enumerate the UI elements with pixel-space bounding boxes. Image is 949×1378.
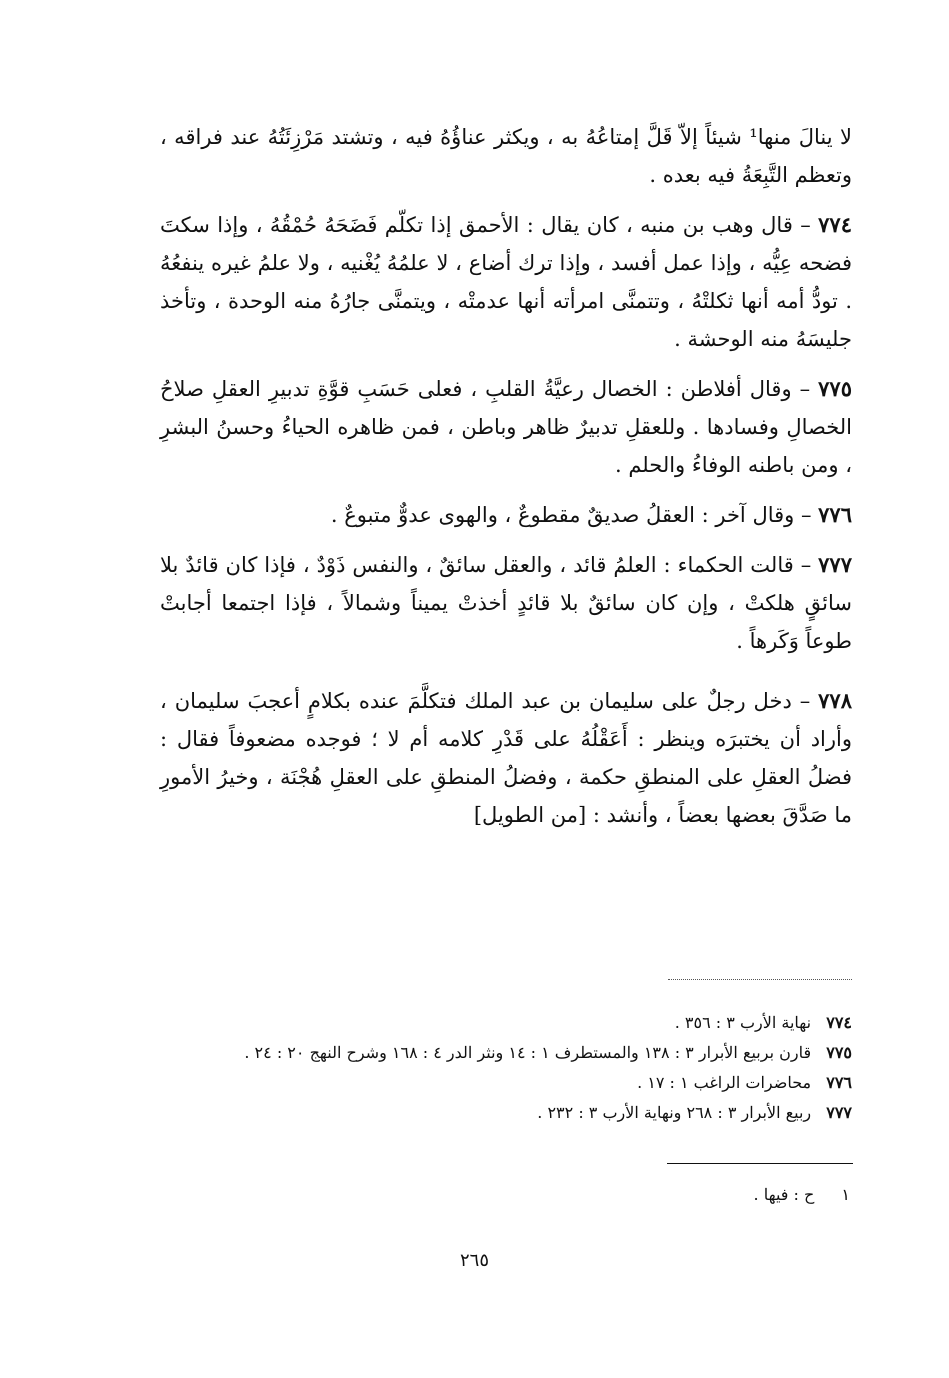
paragraph-text: – قالت الحكماء : العلمُ قائد ، والعقل سائقٌ ، والنفس ذَوْدٌ ، فإذا كان قائدٌ بلا سائقٍ هلكتْ ، وإن كان سائقٌ بلا قائدٍ أخذتْ يميناً وشمالاً ، فإذا اجتمعا أجابتْ طوعاً وَكَرهاً .	[160, 553, 852, 653]
footnote-text: قارن بربيع الأبرار ٣ : ١٣٨ والمستطرف ١ : ١٤ ونثر الدر ٤ : ١٦٨ وشرح النهج ٢٠ : ٢٤ .	[244, 1043, 812, 1062]
footnote-number: ٧٧٥	[826, 1043, 852, 1062]
paragraph-778	[160, 682, 852, 834]
footnote-776	[160, 1068, 852, 1098]
paragraph-text: – وقال أفلاطن : الخصال رعيَّةُ القلبِ ، فعلى حَسَبِ قوَّةِ تدبيرِ العقلِ صلاحُ الخصالِ وفسادها . وللعقلِ تدبيرٌ ظاهر وباطن ، فمن ظاهره الحياءُ وحسنُ البشرِ ، ومن باطنه الوفاءُ والحلم .	[160, 377, 852, 477]
endnote-text: ح : فيها .	[753, 1185, 815, 1204]
paragraph-777	[160, 546, 852, 660]
footnote-number: ٧٧٧	[826, 1103, 852, 1122]
footnotes	[160, 1008, 852, 1128]
footnote-775	[160, 1038, 852, 1068]
paragraph-number: ٧٧٦	[818, 502, 852, 527]
intro-paragraph: لا ينالَ منها¹ شيئاً إلاّ قَلَّ إمتاعُهُ به ، ويكثر عناؤُهُ فيه ، وتشتد مَرْزِئَتُهُ عند فراقه ، وتعظم التَّبِعَةُ فيه بعده .	[160, 125, 852, 187]
main-text	[160, 118, 852, 846]
endnote-number: ١	[841, 1185, 850, 1204]
paragraph-text: – قال وهب بن منبه ، كان يقال : الأحمق إذا تكلّم فَضَحَهُ حُمْقُهُ ، وإذا سكتَ فضحه عِيُّه ، وإذا عمل أفسد ، وإذا ترك أضاع ، لا علمُهُ يُغْنيه ، ولا علمُ غيره ينفعُهُ . تودُّ أمه أنها ثكلتْهُ ، وتتمنَّى امرأته أنها عدمتْه ، ويتمنَّى جارُهُ منه الوحدة ، وتأخذ جليسَهُ منه الوحشة .	[160, 213, 852, 351]
footnote-text: محاضرات الراغب ١ : ١٧ .	[637, 1073, 812, 1092]
paragraph-text: – دخل رجلٌ على سليمان بن عبد الملك فتكلَّمَ عنده بكلامٍ أعجبَ سليمان ، وأراد أن يختبرَه وينظر : أَعَقْلُهُ على قَدْرِ كلامه أم لا ؛ فوجده مضعوفاً فقال : فضلُ العقلِ على المنطقِ حكمة ، وفضلُ المنطقِ على العقلِ هُجْنَة ، وخيرُ الأمورِ ما صَدَّقَ بعضها بعضاً ، وأنشد : [من الطويل]	[160, 689, 852, 827]
footnote-774	[160, 1008, 852, 1038]
footnote-divider	[668, 979, 852, 980]
footnote-text: نهاية الأرب ٣ : ٣٥٦ .	[674, 1013, 812, 1032]
page-number: ٢٦٥	[459, 1250, 489, 1271]
footnote-text: ربيع الأبرار ٣ : ٢٦٨ ونهاية الأرب ٣ : ٢٣٢ .	[537, 1103, 812, 1122]
endnote	[600, 1180, 850, 1210]
footnote-number: ٧٧٤	[826, 1013, 852, 1032]
paragraph-774	[160, 206, 852, 358]
paragraph-775	[160, 370, 852, 484]
paragraph-number: ٧٧٨	[818, 688, 852, 713]
footnote-777	[160, 1098, 852, 1128]
paragraph-776	[160, 496, 852, 534]
endnote-divider	[667, 1163, 853, 1164]
paragraph-number: ٧٧٧	[818, 552, 852, 577]
paragraph-text: – وقال آخر : العقلُ صديقٌ مقطوعٌ ، والهوى عدوٌّ متبوعٌ .	[330, 503, 812, 527]
footnote-number: ٧٧٦	[826, 1073, 852, 1092]
paragraph-number: ٧٧٤	[818, 212, 852, 237]
paragraph-number: ٧٧٥	[818, 376, 852, 401]
